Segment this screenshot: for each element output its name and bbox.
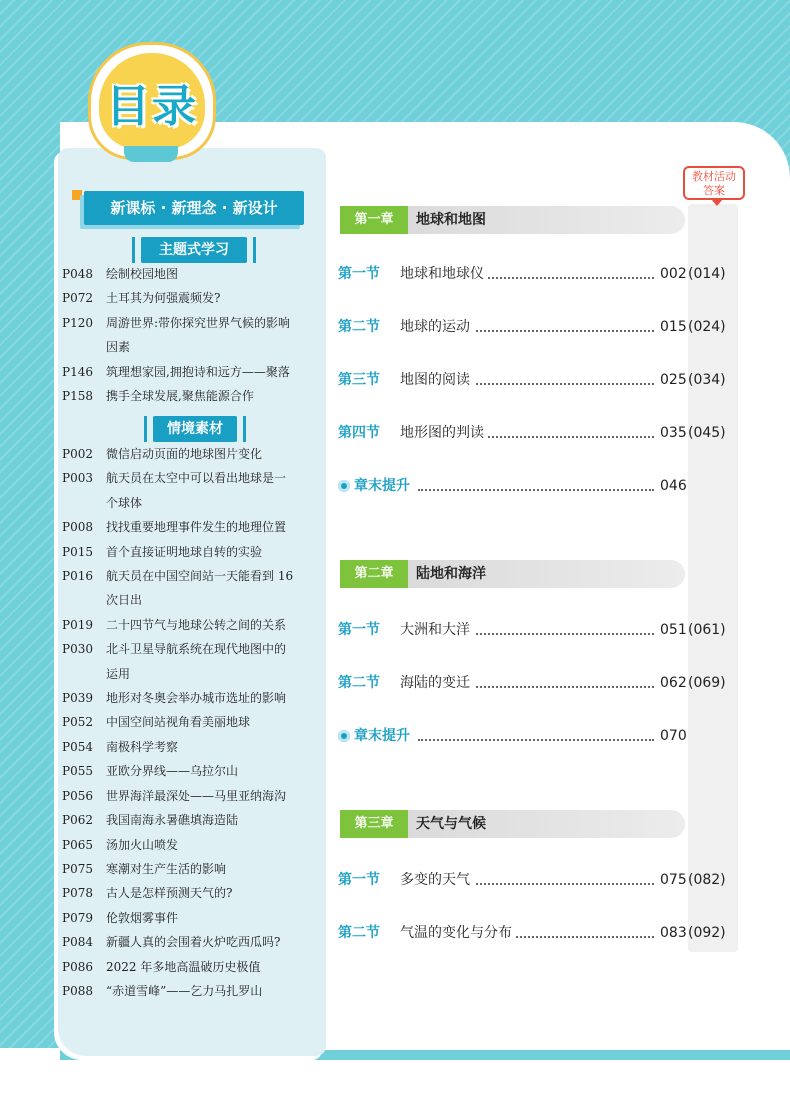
chapter-tag: 第三章 xyxy=(340,810,408,838)
chapter-title: 陆地和海洋 xyxy=(416,566,486,582)
list-item[interactable]: P048 绘制校园地图 xyxy=(62,267,179,281)
list-item[interactable]: P008 找找重要地理事件发生的地理位置 xyxy=(62,520,287,535)
list-item[interactable]: P075 寒潮对生产生活的影响 xyxy=(62,861,227,876)
section-label-context-materials: 情境素材 xyxy=(152,416,238,442)
list-item[interactable]: P030 北斗卫星导航系统在现代地图中的 运用 xyxy=(62,642,287,681)
chapter-tag: 第一章 xyxy=(340,206,408,234)
chapter-header xyxy=(340,206,685,234)
theme-learning-list xyxy=(62,262,320,408)
toc-entry[interactable]: 第一节 多变的天气 075 (082) xyxy=(338,868,738,892)
toc-entry[interactable]: 第二节 气温的变化与分布 083 (092) xyxy=(338,921,738,945)
chapter-title: 天气与气候 xyxy=(416,816,486,832)
list-item[interactable]: P002 微信启动页面的地球图片变化 xyxy=(62,447,263,461)
page-title: 目录 xyxy=(106,81,198,132)
list-item[interactable]: P003 航天员在太空中可以看出地球是一 个球体 xyxy=(62,471,287,510)
circle-bullet-icon xyxy=(338,480,350,492)
list-item[interactable]: P056 世界海洋最深处——马里亚纳海沟 xyxy=(62,788,287,803)
list-item[interactable]: P086 2022 年多地高温破历史极值 xyxy=(62,959,261,974)
toc-entry[interactable]: 第四节 地形图的判读 035 (045) xyxy=(338,421,738,445)
toc-entry-chapter-review[interactable]: 章末提升 046 xyxy=(338,474,738,498)
list-item[interactable]: P062 我国南海永暑礁填海造陆 xyxy=(62,813,239,828)
list-item[interactable]: P016 航天员在中国空间站一天能看到 16 次日出 xyxy=(62,569,294,608)
chapter-header xyxy=(340,810,685,838)
chapter-header xyxy=(340,560,685,588)
list-item[interactable]: P052 中国空间站视角看美丽地球 xyxy=(62,715,251,730)
list-item[interactable]: P078 古人是怎样预测天气的? xyxy=(62,886,233,901)
list-item[interactable]: P084 新疆人真的会围着火炉吃西瓜吗? xyxy=(62,935,281,950)
toc-entry[interactable]: 第三节 地图的阅读 025 (034) xyxy=(338,368,738,392)
list-item[interactable]: P072 土耳其为何强震频发? xyxy=(62,291,221,306)
section-label-theme-learning: 主题式学习 xyxy=(140,237,248,263)
toc-entry-chapter-review[interactable]: 章末提升 070 xyxy=(338,724,738,748)
list-item[interactable]: P146 筑理想家园,拥抱诗和远方——聚落 xyxy=(62,364,290,379)
toc-entry[interactable]: 第二节 海陆的变迁 062 (069) xyxy=(338,671,738,695)
list-item[interactable]: P055 亚欧分界线——乌拉尔山 xyxy=(62,764,239,779)
list-item[interactable]: P015 首个直接证明地球自转的实验 xyxy=(62,544,263,559)
list-item[interactable]: P019 二十四节气与地球公转之间的关系 xyxy=(62,617,287,632)
chapter-tag: 第二章 xyxy=(340,560,408,588)
list-item[interactable]: P079 伦敦烟雾事件 xyxy=(62,910,179,925)
list-item[interactable]: P039 地形对冬奥会举办城市选址的影响 xyxy=(62,691,287,706)
list-item[interactable]: P088 “赤道雪峰”——乞力马扎罗山 xyxy=(62,983,263,998)
list-item[interactable]: P054 南极科学考察 xyxy=(62,739,179,754)
toc-entry[interactable]: 第二节 地球的运动 015 (024) xyxy=(338,315,738,339)
chapter-title: 地球和地图 xyxy=(416,212,486,228)
context-materials-list xyxy=(62,442,320,1003)
sidebar-banner: 新课标 · 新理念 · 新设计 xyxy=(84,191,304,225)
answer-label: 教材活动 答案 xyxy=(683,166,745,200)
list-item[interactable]: P120 周游世界:带你探究世界气候的影响 因素 xyxy=(62,315,291,355)
list-item[interactable]: P158 携手全球发展,聚焦能源合作 xyxy=(62,389,254,404)
toc-entry[interactable]: 第一节 大洲和大洋 051 (061) xyxy=(338,618,738,642)
toc-entry[interactable]: 第一节 地球和地球仪 002 (014) xyxy=(338,262,738,286)
bulb-base-icon xyxy=(124,146,178,162)
list-item[interactable]: P065 汤加火山喷发 xyxy=(62,837,179,852)
circle-bullet-icon xyxy=(338,730,350,742)
banner-corner-icon xyxy=(72,190,82,200)
